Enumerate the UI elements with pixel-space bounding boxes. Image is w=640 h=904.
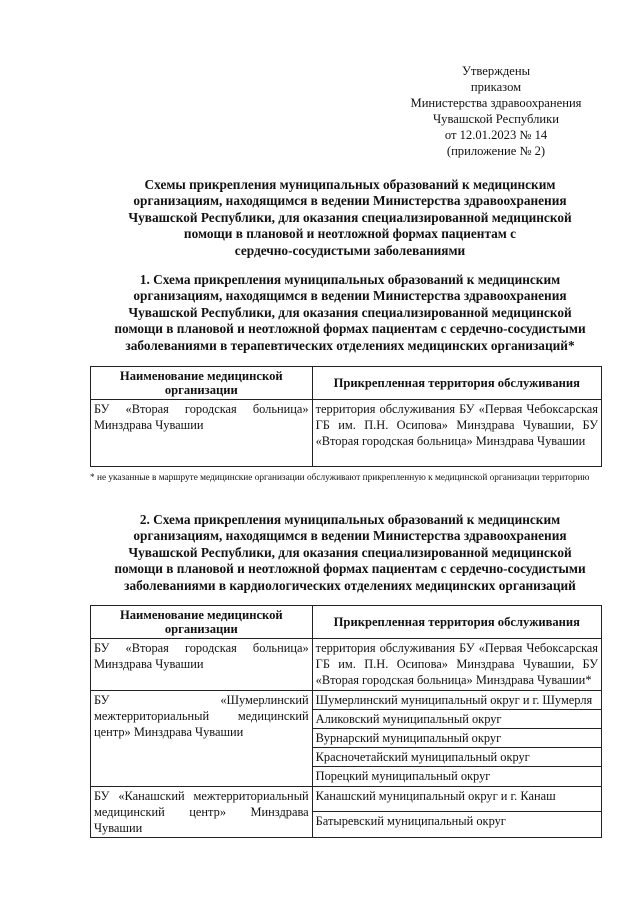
main-title-line: Схемы прикрепления муниципальных образований к медицинским	[144, 177, 556, 192]
header-org-name: Наименование медицинской организации	[91, 367, 313, 400]
territory-cell: Аликовский муниципальный округ	[312, 709, 601, 728]
territory-cell: Канашский муниципальный округ и г. Канаш	[312, 786, 601, 812]
scheme2-title-line: 2. Схема прикрепления муниципальных образований к медицинским	[139, 512, 561, 527]
scheme1-title-line: помощи в плановой и неотложной формах пациентам с сердечно-сосудистыми	[114, 321, 586, 337]
scheme2-title-line: заболеваниями в кардиологических отделениях медицинских организаций	[124, 577, 576, 593]
scheme1-title-line: 1. Схема прикрепления муниципальных образований к медицинским	[139, 272, 561, 287]
approval-line: Утверждены	[461, 64, 531, 78]
footnote: * не указанные в маршруте медицинские организации обслуживают прикрепленную к медицинской организации территорию	[90, 473, 590, 483]
main-title	[70, 177, 630, 259]
scheme1-title	[70, 272, 630, 354]
scheme2-title-line: Чувашской Республики, для оказания специализированной медицинской	[128, 544, 572, 560]
header-org-name: Наименование медицинской организации	[91, 606, 313, 639]
header-territory: Прикрепленная территория обслуживания	[312, 367, 601, 400]
org-name-cell: БУ «Вторая городская больница» Минздрава Чувашии	[91, 639, 313, 691]
main-title-line: Чувашской Республики, для оказания специализированной медицинской	[128, 209, 572, 225]
scheme1-title-line: заболеваниями в терапевтических отделениях медицинских организаций*	[125, 337, 575, 353]
territory-cell: Шумерлинский муниципальный округ и г. Шумерля	[312, 690, 601, 709]
table-header-row	[91, 606, 602, 639]
main-title-line: помощи в плановой и неотложной формах пациентам с	[183, 226, 517, 242]
main-title-line: сердечно-сосудистыми заболеваниями	[234, 242, 466, 258]
org-name-cell: БУ «Вторая городская больница» Минздрава Чувашии	[91, 400, 313, 467]
approval-line: (приложение № 2)	[446, 144, 546, 158]
scheme1-table	[90, 366, 602, 467]
table-row	[91, 786, 602, 812]
main-title-line: организациям, находящимся в ведении Министерства здравоохранения	[133, 193, 567, 209]
header-territory: Прикрепленная территория обслуживания	[312, 606, 601, 639]
org-name-cell: БУ «Шумерлинский межтерриториальный медицинский центр» Минздрава Чувашии	[91, 690, 313, 786]
org-name-cell: БУ «Канашский межтерриториальный медицинский центр» Минздрава Чувашии	[91, 786, 313, 838]
scheme1-title-line: Чувашской Республики, для оказания специализированной медицинской	[128, 304, 572, 320]
table-header-row	[91, 367, 602, 400]
table-row	[91, 690, 602, 709]
approval-line: Министерства здравоохранения	[410, 96, 582, 110]
scheme1-title-line: организациям, находящимся в ведении Министерства здравоохранения	[133, 288, 567, 304]
territory-cell: Порецкий муниципальный округ	[312, 767, 601, 786]
approval-line: от 12.01.2023 № 14	[444, 128, 548, 142]
scheme2-table	[90, 605, 602, 838]
table-row	[91, 639, 602, 691]
territory-cell: территория обслуживания БУ «Первая Чебоксарская ГБ им. П.Н. Осипова» Минздрава Чувашии, БУ «Вторая городская больница» Минздрава Чувашии*	[312, 639, 601, 691]
scheme2-title-line: помощи в плановой и неотложной формах пациентам с сердечно-сосудистыми	[114, 561, 586, 577]
territory-cell: территория обслуживания БУ «Первая Чебоксарская ГБ им. П.Н. Осипова» Минздрава Чувашии, БУ «Вторая городская больница» Минздрава Чувашии	[312, 400, 601, 467]
scheme2-title-line: организациям, находящимся в ведении Министерства здравоохранения	[133, 528, 567, 544]
approval-line: приказом	[470, 80, 522, 94]
approval-block	[398, 63, 594, 159]
territory-cell: Красночетайский муниципальный округ	[312, 748, 601, 767]
approval-line: Чувашской Республики	[433, 112, 559, 126]
table-row	[91, 400, 602, 467]
scheme2-title	[70, 512, 630, 594]
territory-cell: Батыревский муниципальный округ	[312, 812, 601, 838]
territory-cell: Вурнарский муниципальный округ	[312, 729, 601, 748]
